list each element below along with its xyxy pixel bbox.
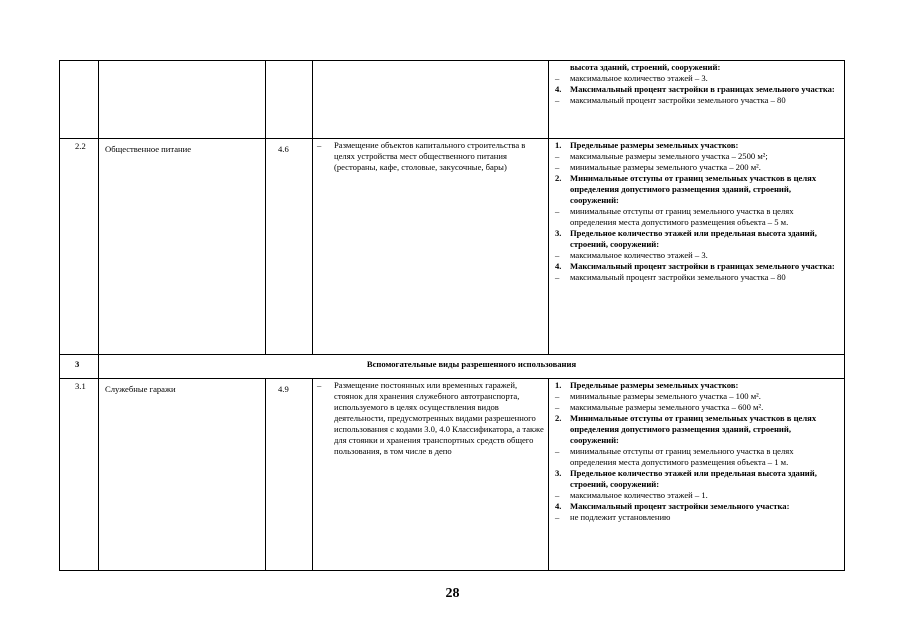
param-marker: – [555,206,560,216]
param-text: минимальные размеры земельного участка – 100 м². [570,391,761,401]
param-item [555,490,840,501]
section-number: 3 [60,355,99,379]
description-text: Размещение объектов капитального строительства в целях устройства мест общественного питания (рестораны, кафе, столовые, закусочные, бары) [334,140,526,172]
param-text: минимальные отступы от границ земельного участка в целях определения места допустимого размещения объекта – 1 м. [570,446,794,467]
table-row-continued [60,61,845,139]
param-heading [555,62,840,73]
param-heading [555,84,840,95]
param-marker: – [555,391,560,401]
use-description [313,139,549,355]
param-text: минимальные отступы от границ земельного участка в целях определения места допустимого размещения объекта – 5 м. [570,206,794,227]
dash-marker: – [317,140,322,150]
param-text: минимальные размеры земельного участка – 200 м². [570,162,761,172]
param-text: максимальное количество этажей – 3. [570,250,708,260]
param-marker: 4. [555,261,562,271]
param-text: Предельные размеры земельных участков: [570,140,739,150]
param-marker: – [555,402,560,412]
description-text: Размещение постоянных или временных гаражей, стоянок для хранения служебного автотранспорта, используемого в целях осуществления видов деятельности, предусмотренных видами разрешенного использования с кодами 3.0, 4.0 Классификатора, а также для стоянки и хранения транспортных средств общего пользования, в том числе в депо [334,380,544,456]
param-marker: 4. [555,501,562,511]
page-number: 28 [445,586,460,601]
param-heading [555,468,840,490]
param-text: не подлежит установлению [570,512,671,522]
param-text: максимальное количество этажей – 1. [570,490,708,500]
param-heading [555,501,840,512]
param-heading [555,173,840,206]
use-name: Служебные гаражи [99,379,266,571]
section-row-3 [60,355,845,379]
param-heading [555,380,840,391]
param-marker: – [555,162,560,172]
param-text: Максимальный процент застройки в границах земельного участка: [570,261,835,271]
param-item [555,512,840,523]
param-marker: – [555,73,560,83]
table-row-2-2 [60,139,845,355]
param-marker: – [555,250,560,260]
cell-name-empty [99,61,266,139]
param-text: Минимальные отступы от границ земельных участков в целях определения допустимого размещения зданий, строений, сооружений: [570,413,817,445]
param-text: Минимальные отступы от границ земельных участков в целях определения допустимого размещения зданий, строений, сооружений: [570,173,817,205]
param-text: высота зданий, строений, сооружений: [570,62,721,72]
param-text: Максимальный процент застройки в границах земельного участка: [570,84,835,94]
param-marker: 3. [555,228,562,238]
param-marker: 1. [555,380,562,390]
param-heading [555,140,840,151]
params-cell [549,379,845,571]
params-list [555,380,840,523]
param-marker: – [555,95,560,105]
param-marker: 3. [555,468,562,478]
param-text: максимальный процент застройки земельного участка – 80 [570,272,786,282]
row-number: 2.2 [60,139,99,355]
table-row-3-1 [60,379,845,571]
param-item [555,391,840,402]
param-marker: – [555,151,560,161]
param-marker [555,62,570,73]
regulation-table [59,60,845,571]
cell-no-empty [60,61,99,139]
dash-marker: – [317,380,322,390]
param-marker: 4. [555,84,562,94]
use-name: Общественное питание [99,139,266,355]
params-list [555,140,840,283]
param-item [555,402,840,413]
param-text: Предельное количество этажей или предельная высота зданий, строений, сооружений: [570,468,817,489]
param-text: максимальные размеры земельного участка – 600 м². [570,402,764,412]
param-heading [555,228,840,250]
cell-desc-empty [313,61,549,139]
section-title: Вспомогательные виды разрешенного использования [99,355,845,379]
row-number: 3.1 [60,379,99,571]
param-text: Предельное количество этажей или предельная высота зданий, строений, сооружений: [570,228,817,249]
params-cell [549,61,845,139]
param-heading [555,413,840,446]
param-marker: – [555,446,560,456]
classifier-code: 4.9 [266,379,313,571]
param-marker: – [555,272,560,282]
param-item [555,162,840,173]
classifier-code: 4.6 [266,139,313,355]
param-item [555,250,840,261]
cell-code-empty [266,61,313,139]
param-text: максимальные размеры земельного участка – 2500 м²; [570,151,768,161]
param-item [555,206,840,228]
use-description [313,379,549,571]
params-list [555,62,840,106]
param-marker: – [555,512,560,522]
param-marker: – [555,490,560,500]
param-text: Предельные размеры земельных участков: [570,380,739,390]
param-marker: 2. [555,173,562,183]
params-cell [549,139,845,355]
param-text: Максимальный процент застройки земельного участка: [570,501,790,511]
param-item [555,95,840,106]
param-marker: 2. [555,413,562,423]
param-heading [555,261,840,272]
param-text: максимальное количество этажей – 3. [570,73,708,83]
param-item [555,272,840,283]
param-item [555,73,840,84]
param-text: максимальный процент застройки земельного участка – 80 [570,95,786,105]
param-item [555,151,840,162]
param-item [555,446,840,468]
param-marker: 1. [555,140,562,150]
